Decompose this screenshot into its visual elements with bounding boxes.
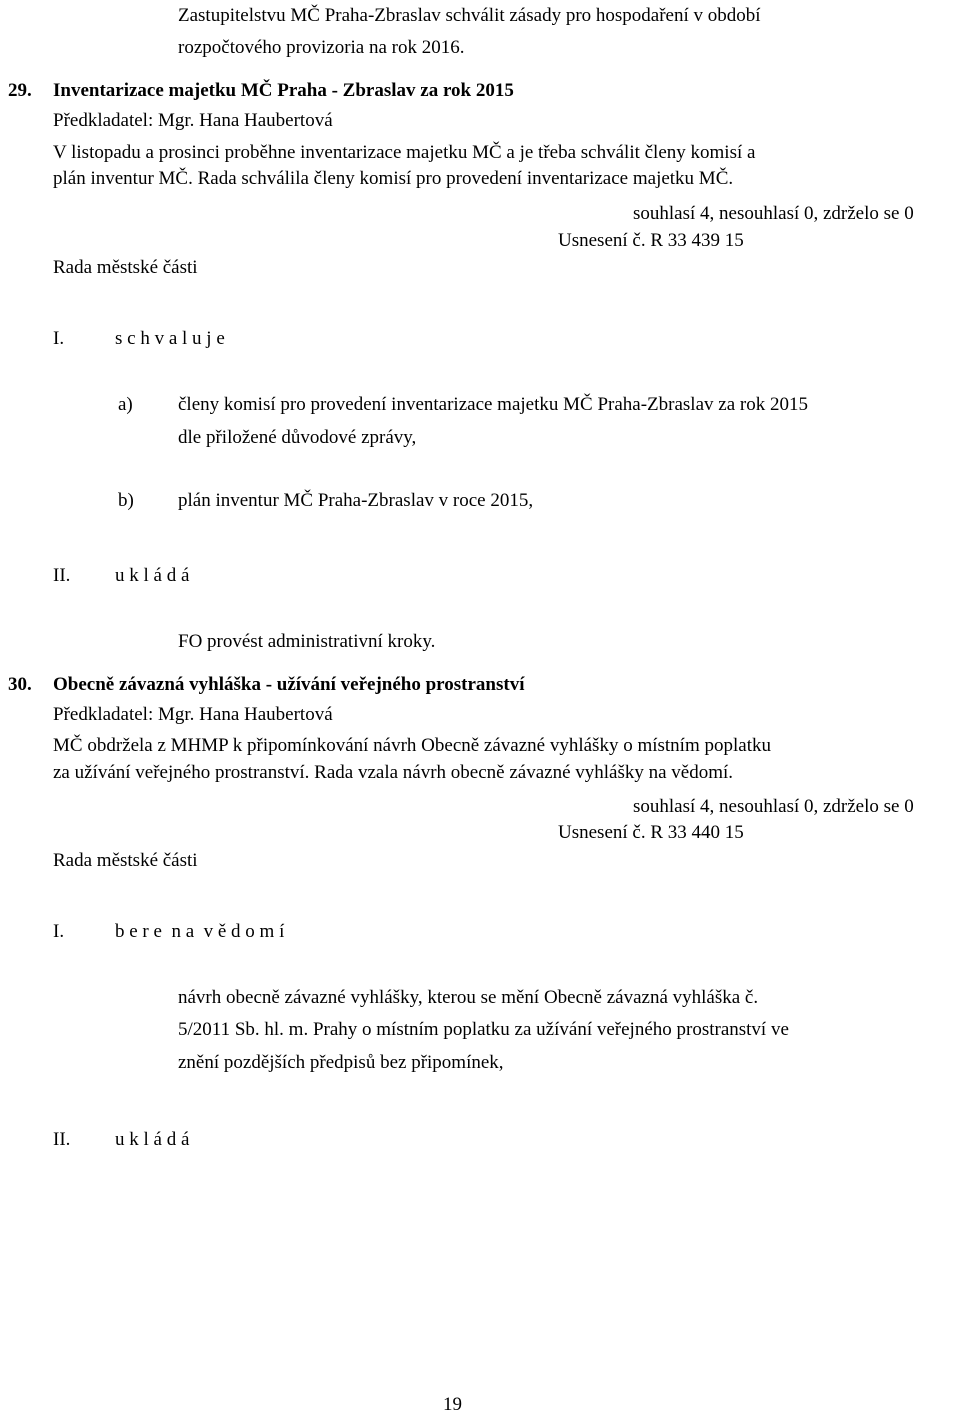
item-30-section-1-verb: b e r e n a v ě d o m í [115, 921, 285, 942]
item-29-resolution: Usnesení č. R 33 439 15 [558, 230, 744, 251]
intro-line-1: Zastupitelstvu MČ Praha-Zbraslav schválit zásady pro hospodaření v období [178, 5, 761, 26]
item-29-section-1-label: I. [53, 328, 65, 349]
item-30-number: 30. [8, 674, 32, 695]
item-29-council: Rada městské části [53, 257, 198, 278]
item-30-resolution: Usnesení č. R 33 440 15 [558, 822, 744, 843]
item-30-title: Obecně závazná vyhláška - užívání veřejného prostranství [53, 674, 525, 695]
item-30-vote: souhlasí 4, nesouhlasí 0, zdrželo se 0 [633, 796, 914, 817]
item-30-section-1-label: I. [53, 921, 65, 942]
item-30-section-1-line-2: 5/2011 Sb. hl. m. Prahy o místním poplatku za užívání veřejného prostranství ve [178, 1019, 789, 1040]
item-30-body-line-1: MČ obdržela z MHMP k připomínkování návrh Obecně závazné vyhlášky o místním poplatku [53, 735, 771, 756]
item-29-presenter: Předkladatel: Mgr. Hana Haubertová [53, 110, 333, 131]
item-29-point-a-line-1: členy komisí pro provedení inventarizace majetku MČ Praha-Zbraslav za rok 2015 [178, 394, 808, 415]
item-29-title: Inventarizace majetku MČ Praha - Zbraslav za rok 2015 [53, 80, 514, 101]
item-29-body-line-2: plán inventur MČ. Rada schválila členy komisí pro provedení inventarizace majetku MČ. [53, 168, 734, 189]
item-29-point-b-text: plán inventur MČ Praha-Zbraslav v roce 2015, [178, 490, 534, 511]
item-30-section-2-verb: u k l á d á [115, 1129, 190, 1150]
item-30-presenter: Předkladatel: Mgr. Hana Haubertová [53, 704, 333, 725]
item-29-point-b-label: b) [118, 490, 134, 511]
item-30-section-1-line-3: znění pozdějších předpisů bez připomínek, [178, 1052, 504, 1073]
item-30-council: Rada městské části [53, 850, 198, 871]
intro-line-2: rozpočtového provizoria na rok 2016. [178, 37, 465, 58]
item-29-point-a-line-2: dle přiložené důvodové zprávy, [178, 427, 417, 448]
item-29-section-2-label: II. [53, 565, 71, 586]
item-29-body-line-1: V listopadu a prosinci proběhne inventarizace majetku MČ a je třeba schválit členy komisí a [53, 142, 756, 163]
item-29-section-1-verb: s c h v a l u j e [115, 328, 225, 349]
page-number: 19 [443, 1394, 462, 1415]
item-30-section-1-line-1: návrh obecně závazné vyhlášky, kterou se mění Obecně závazná vyhláška č. [178, 987, 759, 1008]
item-29-section-2-text: FO provést administrativní kroky. [178, 631, 436, 652]
item-29-section-2-verb: u k l á d á [115, 565, 190, 586]
item-29-point-a-label: a) [118, 394, 133, 415]
item-29-vote: souhlasí 4, nesouhlasí 0, zdrželo se 0 [633, 203, 914, 224]
item-29-number: 29. [8, 80, 32, 101]
item-30-section-2-label: II. [53, 1129, 71, 1150]
item-30-body-line-2: za užívání veřejného prostranství. Rada vzala návrh obecně závazné vyhlášky na vědomí. [53, 762, 734, 783]
